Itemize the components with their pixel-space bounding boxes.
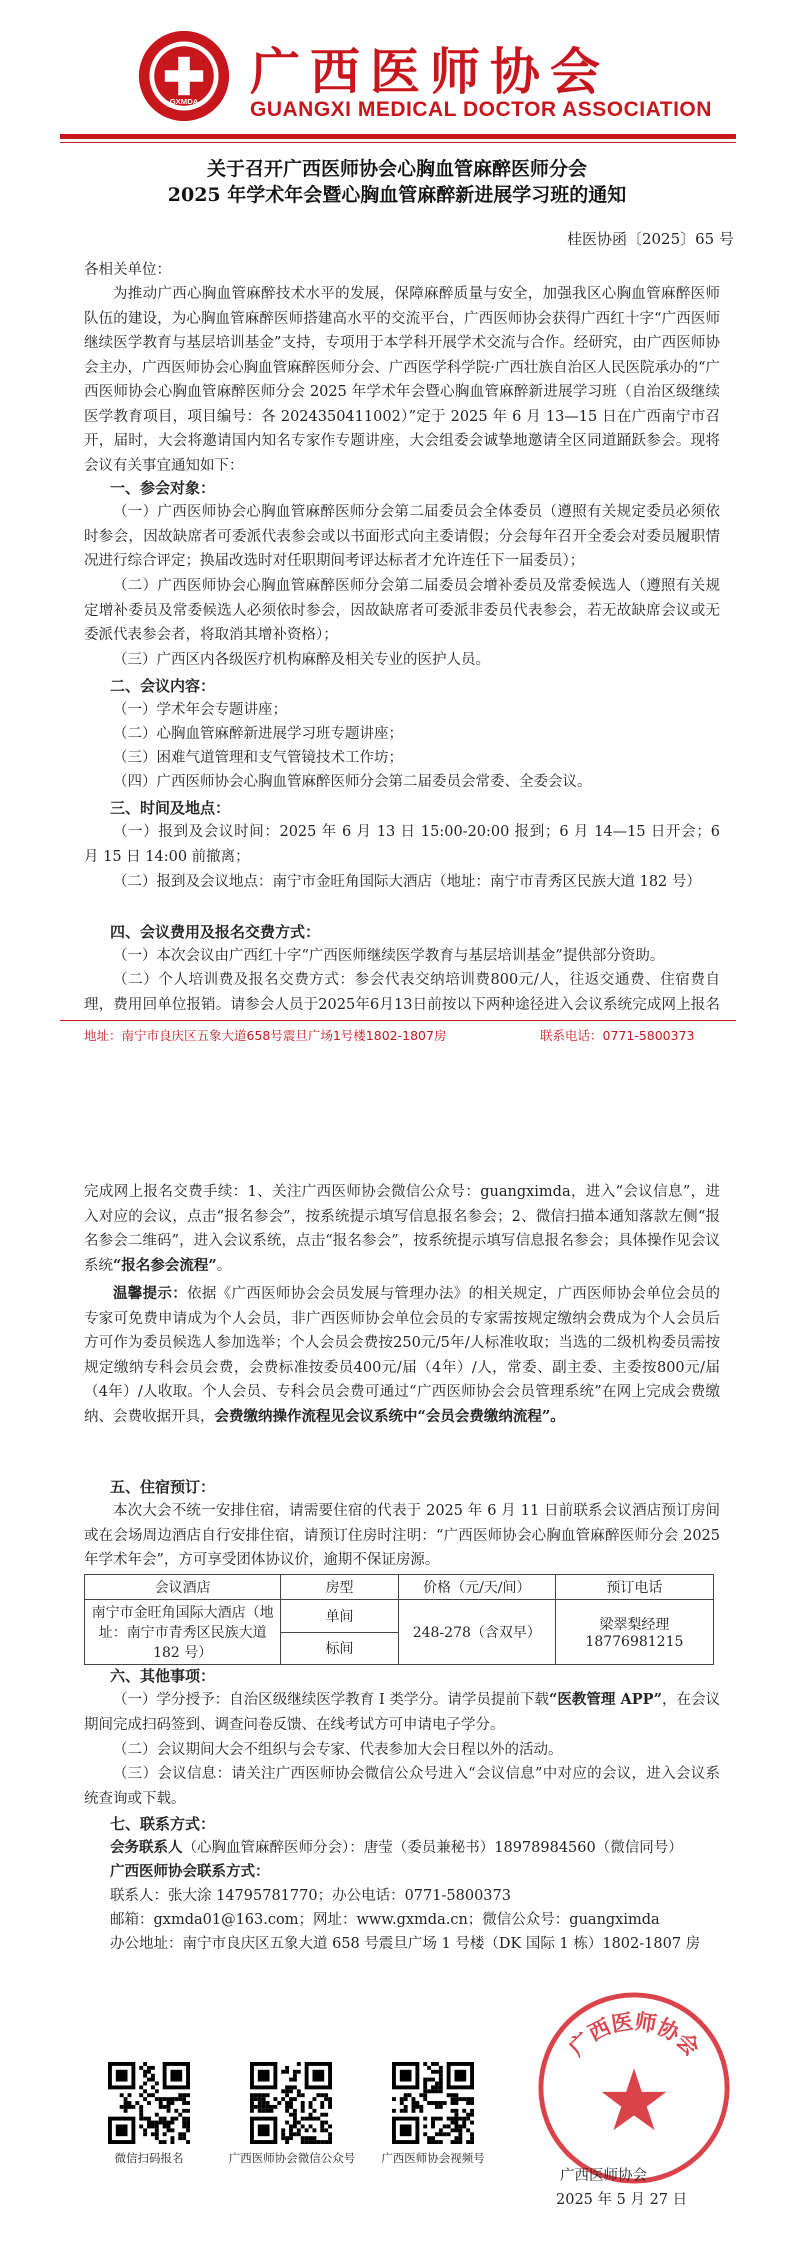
logo-text: GXMDA (169, 96, 199, 106)
table-header: 会议酒店 (85, 1575, 281, 1600)
fee-tip-label: 温馨提示： (113, 1285, 188, 1302)
org-name-cn: 广西医师协会 (250, 43, 610, 101)
price-cell: 248-278（含双早） (398, 1600, 555, 1665)
contact-2: 联系人：张大涂 14795781770；办公电话：0771-5800373 (110, 1888, 511, 1904)
footer-rule (60, 1020, 736, 1021)
section-1-item-1: （一）广西医师协会心胸血管麻醉医师分会第二届委员会全体委员（遵照有关规定委员必须依时参会，因故缺席者可委派代表参会或以书面形式向主委请假；分会每年召开全委会对委员履职情况进行综合评定；换届改选时对任职期间考评达标者才允许连任下一届委员）； (84, 504, 720, 569)
intro-paragraph: 为推动广西心胸血管麻醉技术水平的发展，保障麻醉质量与安全，加强我区心胸血管麻醉医师队伍的建设，为心胸血管麻醉医师搭建高水平的交流平台，广西医师协会获得广西红十字“广西医师继续医学教育与基层培训基金”支持，专项用于本学科开展学术交流与合作。经研究，由广西医师协会主办，广西医师协会心胸血管麻醉医师分会、广西医学科学院·广西壮族自治区人民医院承办的“广西医师协会心胸血管麻醉医师分会 2025 年学术年会暨心胸血管麻醉新进展学习班（自治区级继续医学教育项目，项目编号：各 2024350411002）”定于 2025 年 6 月 13—15 日在广西南宁市召开，届时，大会将邀请国内知名专家作专题讲座，大会组委会诚挚地邀请全区同道踊跃参会。现将会议有关事宜通知如下： (84, 286, 720, 474)
section-1-heading: 一、参会对象： (110, 479, 216, 497)
section-6-item-3: （三）会议信息：请关注广西医师协会微信公众号进入“会议信息”中对应的会议，进入会议系统查询或下载。 (84, 1766, 720, 1807)
room-type-cell: 标间 (281, 1632, 398, 1665)
hotel-name-cell: 南宁市金旺角国际大酒店（地址：南宁市青秀区民族大道 182 号） (85, 1600, 281, 1665)
section-3-item-1: （一）报到及会议时间：2025 年 6 月 13 日 15:00-20:00 报到；6 月 14—15 日开会；6 月 15 日 14:00 前撤离； (84, 824, 720, 865)
signature-org: 广西医师协会 (560, 2168, 647, 2184)
section-7-heading: 七、联系方式： (110, 1815, 216, 1833)
section-5-heading: 五、住宿预订： (110, 1478, 216, 1496)
section-6-item-1: （一）学分授予：自治区级继续医学教育 I 类学分。请学员提前下载“医教管理 APP”，在会议期间完成扫码签到、调查问卷反馈、在线考试方可申请电子学分。 (84, 1691, 720, 1733)
notice-title-line2: 2025 年学术年会暨心胸血管麻醉新进展学习班的通知 (167, 184, 627, 206)
qr-code-icon[interactable] (108, 2062, 190, 2144)
qr-caption: 微信扫码报名 (114, 2151, 184, 2165)
contact-email: 邮箱：gxmda01@163.com；网址：www.gxmda.cn；微信公众号：guangximda (110, 1912, 660, 1928)
footer-address: 地址：南宁市良庆区五象大道658号震旦广场1号楼1802-1807房 (84, 1028, 447, 1043)
notice-title-line1: 关于召开广西医师协会心胸血管麻醉医师分会 (206, 158, 587, 180)
section-2-item: （四）广西医师协会心胸血管麻醉医师分会第二届委员会常委、全委会议。 (113, 774, 592, 790)
section-6-heading: 六、其他事项： (110, 1667, 216, 1685)
contact-address: 办公地址：南宁市良庆区五象大道 658 号震旦广场 1 号楼（DK 国际 1 栋）1802-1807 房 (110, 1936, 701, 1952)
salutation: 各相关单位： (84, 262, 171, 278)
room-type-cell: 单间 (281, 1600, 398, 1633)
section-3-item-2: （二）报到及会议地点：南宁市金旺角国际大酒店（地址：南宁市青秀区民族大道 182 号） (113, 874, 701, 890)
section-6-item-2: （二）会议期间大会不组织与会专家、代表参加大会日程以外的活动。 (113, 1742, 563, 1758)
fee-tip-paragraph: 温馨提示：依据《广西医师协会会员发展与管理办法》的相关规定，广西医师协会单位会员的专家可免费申请成为个人会员，非广西医师协会单位会员的专家需按规定缴纳会费成为个人会员后方可作为委员候选人参加选举；个人会员会费按250元/5年/人标准收取；当选的二级机构委员需按规定缴纳专科会员会费，会费标准按委员400元/届（4年）/人，常委、副主委、主委按800元/届（4年）/人收取。个人会员、专科会员会费可通过“广西医师协会会员管理系统”在网上完成会费缴纳、会费收据开具，会费缴纳操作流程见会议系统中“会员会费缴纳流程”。 (84, 1285, 720, 1425)
qr-code-icon[interactable] (392, 2062, 474, 2144)
section-1-item-3: （三）广西区内各级医疗机构麻醉及相关专业的医护人员。 (113, 652, 490, 668)
qr-code-icon[interactable] (250, 2062, 332, 2144)
qr-caption: 广西医师协会微信公众号 (228, 2151, 356, 2165)
table-header: 房型 (281, 1575, 398, 1600)
section-2-item: （三）困难气道管理和支气管镜技术工作坊； (113, 750, 403, 766)
header-rule-thin (60, 142, 736, 143)
org-name-en: GUANGXI MEDICAL DOCTOR ASSOCIATION (250, 98, 712, 121)
section-2-heading: 二、会议内容： (110, 677, 216, 695)
footer-phone: 联系电话：0771-5800373 (540, 1028, 695, 1043)
assoc-contact-label: 广西医师协会联系方式： (110, 1863, 270, 1880)
official-seal-icon (536, 1990, 732, 2186)
table-header: 价格（元/天/间） (398, 1575, 555, 1600)
section-4-item-2-part2: 完成网上报名交费手续：1、关注广西医师协会微信公众号：guangximda，进入“会议信息”，进入对应的会议，点击“报名参会”，按系统提示填写信息报名参会；2、微信扫描本通知落款左侧“报名参会二维码”，进入会议系统，点击“报名参会”，按系统提示填写信息报名参会；具体操作见会议系统“报名参会流程”。 (84, 1184, 720, 1274)
section-4-item-1: （一）本次会议由广西红十字“广西医师继续医学教育与基层培训基金”提供部分资助。 (113, 948, 665, 964)
contact-1: 会务联系人（心胸血管麻醉医师分会）：唐莹（委员兼秘书）18978984560（微信同号） (110, 1839, 683, 1856)
qr-caption: 广西医师协会视频号 (381, 2151, 485, 2165)
section-4-heading: 四、会议费用及报名交费方式： (110, 923, 321, 941)
table-header: 预订电话 (555, 1575, 713, 1600)
svg-text:广西医师协会: 广西医师协会 (564, 2009, 704, 2062)
section-5-text: 本次大会不统一安排住宿，请需要住宿的代表于 2025 年 6 月 11 日前联系会议酒店预订房间或在会场周边酒店自行安排住宿，请预订住房时注明：“广西医师协会心胸血管麻醉医师分会 2025 年学术年会”，方可享受团体协议价，逾期不保证房源。 (84, 1503, 720, 1568)
section-3-heading: 三、时间及地点： (110, 799, 231, 817)
section-2-item: （一）学术年会专题讲座； (113, 702, 287, 718)
phone-cell: 梁翠梨经理 18776981215 (555, 1600, 713, 1665)
document-number: 桂医协函〔2025〕65 号 (566, 230, 734, 248)
association-logo-icon (136, 28, 232, 124)
section-4-item-2-part1: （二）个人培训费及报名交费方式：参会代表交纳培训费800元/人，往返交通费、住宿费自理，费用回单位报销。请参会人员于2025年6月13日前按以下两种途径进入会议系统完成网上报名 (84, 972, 720, 1013)
section-1-item-2: （二）广西医师协会心胸血管麻醉医师分会第二届委员会增补委员及常委候选人（遵照有关规定增补委员及常委候选人必须依时参会，因故缺席者可委派非委员代表参会，若无故缺席会议或无委派代表参会者，将取消其增补资格）； (84, 578, 720, 643)
signature-date: 2025 年 5 月 27 日 (556, 2192, 688, 2208)
header-rule (60, 134, 736, 139)
hotel-table (84, 1574, 714, 1665)
section-2-item: （二）心胸血管麻醉新进展学习班专题讲座； (113, 726, 403, 742)
